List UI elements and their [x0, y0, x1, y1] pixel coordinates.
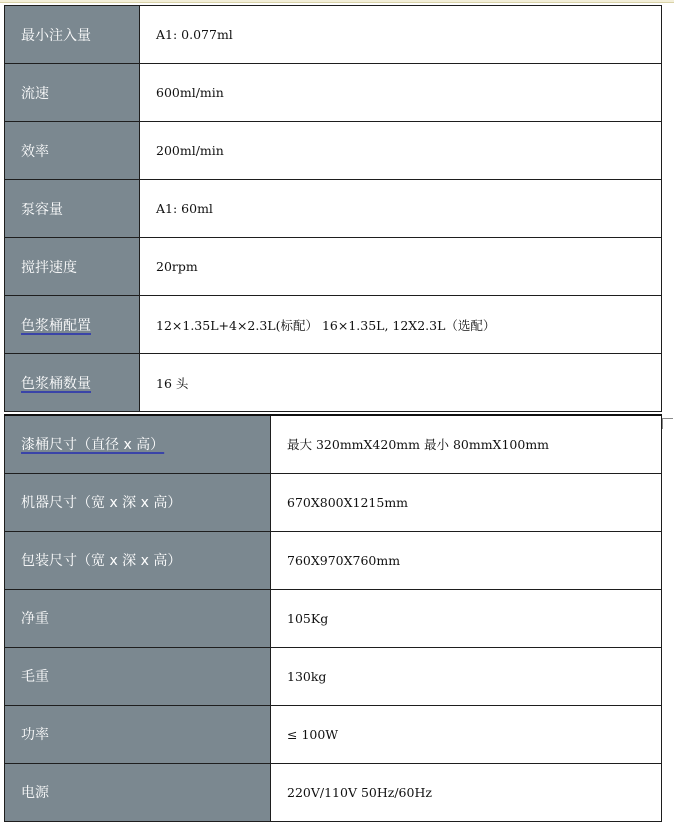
spec-value-cell [140, 122, 662, 180]
spec-value: 16 头 [156, 375, 189, 391]
spec-label: 毛重 [21, 669, 49, 685]
table-row [5, 6, 662, 64]
spec-value: 670X800X1215mm [287, 494, 409, 510]
spec-table-bottom [4, 414, 662, 822]
spec-label: 包装尺寸（宽 x 深 x 高） [21, 553, 182, 569]
spec-label: 搅拌速度 [21, 259, 77, 276]
spec-label[interactable]: 漆桶尺寸（直径 x 高） [21, 437, 165, 454]
table-row [5, 354, 662, 412]
spec-value-cell [140, 180, 662, 238]
spec-value-cell [140, 296, 662, 354]
spec-label-cell [5, 296, 140, 354]
spec-label-cell [5, 122, 140, 180]
spec-label[interactable]: 色浆桶数量 [21, 375, 91, 392]
table-row [5, 763, 662, 821]
spec-label-cell [5, 238, 140, 296]
spec-value: 12×1.35L+4×2.3L(标配） 16×1.35L, 12X2.3L（选配） [156, 317, 496, 333]
spec-label-cell [5, 763, 271, 821]
spec-value: ≤ 100W [287, 726, 339, 742]
spec-label: 净重 [21, 611, 49, 627]
spec-value-cell [271, 415, 662, 473]
table-row [5, 647, 662, 705]
spec-label-cell [5, 64, 140, 122]
spec-value-cell [140, 6, 662, 64]
spec-value-cell [140, 354, 662, 412]
spec-label: 最小注入量 [21, 27, 91, 44]
spec-label: 泵容量 [21, 201, 63, 218]
spec-label-cell [5, 647, 271, 705]
table-row [5, 705, 662, 763]
spec-value: 760X970X760mm [287, 552, 401, 568]
spec-label: 效率 [21, 143, 49, 160]
table-row [5, 180, 662, 238]
spec-value-cell [271, 589, 662, 647]
spec-value: 最大 320mmX420mm 最小 80mmX100mm [287, 437, 550, 453]
spec-label: 流速 [21, 85, 49, 102]
spec-label-cell [5, 473, 271, 531]
spec-value: 130kg [287, 668, 327, 684]
table-row [5, 238, 662, 296]
spec-table-top [4, 5, 662, 412]
spec-table-top-body [5, 6, 662, 412]
spec-label-cell [5, 705, 271, 763]
table-row [5, 473, 662, 531]
spec-label-cell [5, 531, 271, 589]
spec-value: 20rpm [156, 259, 198, 274]
spec-value-cell [271, 705, 662, 763]
spec-label-cell [5, 415, 271, 473]
spec-table-bottom-body [5, 415, 662, 821]
spec-label: 机器尺寸（宽 x 深 x 高） [21, 495, 182, 511]
table-row [5, 589, 662, 647]
spec-value-cell [271, 473, 662, 531]
spec-label-cell [5, 180, 140, 238]
spec-value-cell [140, 64, 662, 122]
table-row [5, 531, 662, 589]
spec-label: 电源 [21, 785, 49, 801]
table-row [5, 296, 662, 354]
table-row [5, 122, 662, 180]
spec-label-cell [5, 6, 140, 64]
spec-value: A1: 0.077ml [156, 27, 233, 42]
spec-value-cell [271, 763, 662, 821]
spec-label: 功率 [21, 727, 49, 743]
spec-label[interactable]: 色浆桶配置 [21, 317, 91, 334]
spec-label-cell [5, 354, 140, 412]
spec-value-cell [271, 531, 662, 589]
spec-value: 200ml/min [156, 143, 224, 158]
spec-value-cell [271, 647, 662, 705]
spec-value-cell [140, 238, 662, 296]
spec-label-cell [5, 589, 271, 647]
table-row [5, 415, 662, 473]
spec-value: A1: 60ml [156, 201, 213, 216]
table-row [5, 64, 662, 122]
spec-value: 105Kg [287, 610, 329, 626]
top-rule [0, 0, 674, 3]
spec-value: 600ml/min [156, 85, 224, 100]
spec-value: 220V/110V 50Hz/60Hz [287, 784, 432, 800]
table-corner-marker [662, 418, 673, 429]
